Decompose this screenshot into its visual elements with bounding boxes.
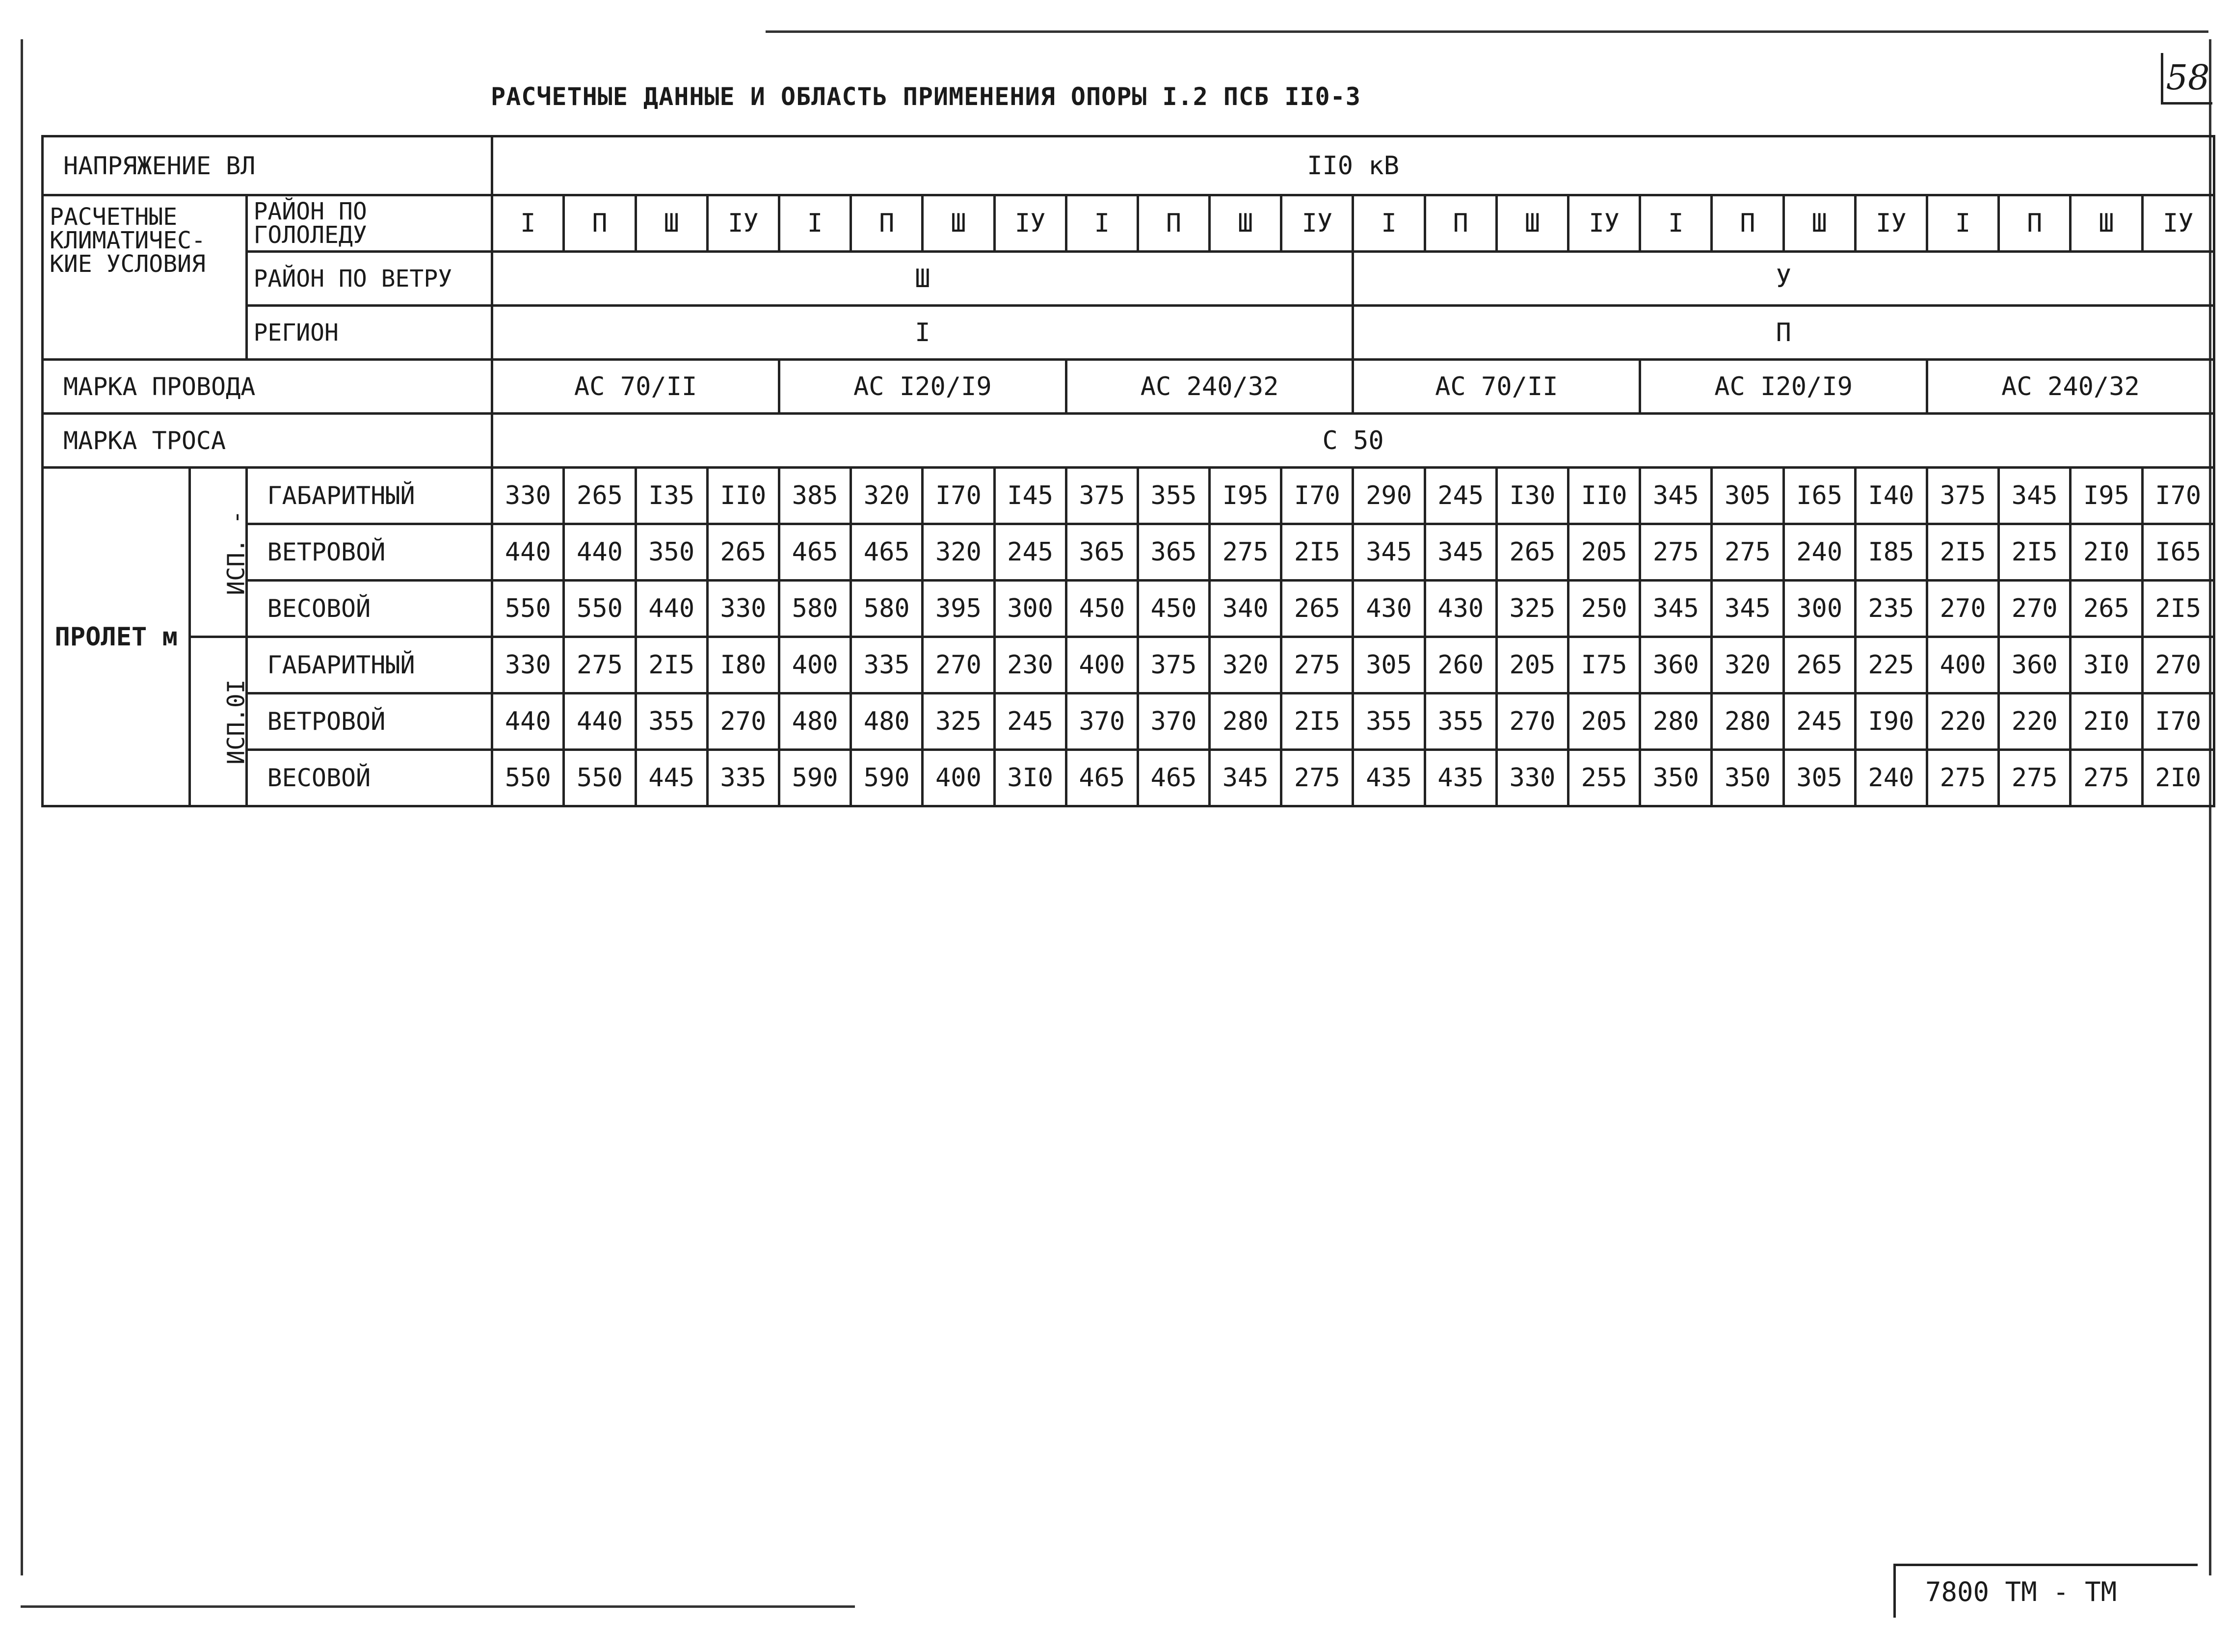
- span-cell: 550: [492, 581, 564, 637]
- ice-region-cell: I: [1927, 195, 1998, 252]
- span-cell: 270: [1496, 693, 1568, 750]
- span-cell: 440: [636, 581, 707, 637]
- span-cell: 320: [1210, 637, 1281, 693]
- span-cell: I70: [1281, 468, 1353, 524]
- span-cell: 275: [1999, 750, 2071, 806]
- version-1-label: ИСП. -: [190, 468, 246, 637]
- wind-region-value: У: [1353, 252, 2214, 306]
- ice-region-cell: Ш: [636, 195, 707, 252]
- span-cell: 305: [1353, 637, 1425, 693]
- span-cell: 350: [1712, 750, 1783, 806]
- span-cell: 440: [564, 524, 636, 581]
- span-cell: 350: [1640, 750, 1712, 806]
- ice-region-cell: Ш: [1210, 195, 1281, 252]
- span-cell: 550: [564, 750, 636, 806]
- span-cell: 325: [1496, 581, 1568, 637]
- span-cell: 345: [1210, 750, 1281, 806]
- span-cell: 2I5: [2142, 581, 2214, 637]
- span-cell: 265: [1783, 637, 1855, 693]
- wire-value: АС 70/II: [1353, 360, 1640, 414]
- ice-region-cell: I: [1640, 195, 1712, 252]
- span-cell: 375: [1066, 468, 1138, 524]
- span-cell: 220: [1927, 693, 1998, 750]
- drawing-stamp: 7800 ТМ - ТМ: [1893, 1564, 2198, 1618]
- span-cell: 440: [564, 693, 636, 750]
- span-cell: 465: [1138, 750, 1209, 806]
- wind-region-label: РАЙОН ПО ВЕТРУ: [246, 252, 492, 306]
- span-cell: 205: [1496, 637, 1568, 693]
- span-cell: 2I5: [1281, 693, 1353, 750]
- span-cell: I40: [1855, 468, 1927, 524]
- span-cell: 400: [1066, 637, 1138, 693]
- ice-region-cell: Ш: [1783, 195, 1855, 252]
- ice-region-cell: П: [851, 195, 923, 252]
- span-cell: 300: [1783, 581, 1855, 637]
- span-cell: I95: [2071, 468, 2142, 524]
- span-cell: 375: [1138, 637, 1209, 693]
- span-cell: 360: [1640, 637, 1712, 693]
- ice-region-cell: Ш: [1496, 195, 1568, 252]
- region-value: П: [1353, 306, 2214, 360]
- span-cell: 265: [1281, 581, 1353, 637]
- span-cell: II0: [1568, 468, 1640, 524]
- span-cell: 365: [1066, 524, 1138, 581]
- span-cell: 435: [1425, 750, 1496, 806]
- span-cell: 375: [1927, 468, 1998, 524]
- span-cell: 370: [1066, 693, 1138, 750]
- version-2-label: ИСП.0I: [190, 637, 246, 806]
- span-cell: I70: [2142, 468, 2214, 524]
- ice-region-cell: П: [1138, 195, 1209, 252]
- span-cell: 270: [1999, 581, 2071, 637]
- span-cell: 2I5: [1281, 524, 1353, 581]
- span-cell: 2I5: [1999, 524, 2071, 581]
- span-cell: 270: [707, 693, 779, 750]
- span-cell: 2I5: [1927, 524, 1998, 581]
- span-cell: 345: [1640, 468, 1712, 524]
- region-row: [43, 306, 2214, 360]
- span-cell: 275: [1281, 750, 1353, 806]
- span-cell: 400: [779, 637, 850, 693]
- span-cell: 550: [564, 581, 636, 637]
- voltage-value: II0 кВ: [492, 136, 2214, 195]
- span-cell: 3I0: [994, 750, 1066, 806]
- wind-region-row: [43, 252, 2214, 306]
- span-cell: 465: [1066, 750, 1138, 806]
- span-cell: 320: [1712, 637, 1783, 693]
- ice-region-cell: Ш: [2071, 195, 2142, 252]
- ice-region-cell: IУ: [1281, 195, 1353, 252]
- ice-region-cell: IУ: [2142, 195, 2214, 252]
- span-row-v2-weight: [43, 750, 2214, 806]
- ice-region-cell: IУ: [1855, 195, 1927, 252]
- span-cell: 275: [1281, 637, 1353, 693]
- span-cell: 245: [994, 524, 1066, 581]
- span-cell: 280: [1712, 693, 1783, 750]
- span-cell: I90: [1855, 693, 1927, 750]
- span-cell: 355: [1138, 468, 1209, 524]
- wire-row: [43, 360, 2214, 414]
- page-number: 58: [2161, 53, 2212, 105]
- span-cell: 365: [1138, 524, 1209, 581]
- span-cell: 230: [994, 637, 1066, 693]
- span-cell: I70: [2142, 693, 2214, 750]
- span-cell: 360: [1999, 637, 2071, 693]
- document-title: РАСЧЕТНЫЕ ДАННЫЕ И ОБЛАСТЬ ПРИМЕНЕНИЯ ОПОРЫ I.2 ПСБ II0-3: [491, 82, 1361, 111]
- span-cell: 465: [779, 524, 850, 581]
- span-cell: 400: [1927, 637, 1998, 693]
- span-cell: 430: [1425, 581, 1496, 637]
- span-cell: 330: [492, 468, 564, 524]
- ice-region-cell: IУ: [1568, 195, 1640, 252]
- region-label: РЕГИОН: [246, 306, 492, 360]
- span-cell: 550: [492, 750, 564, 806]
- span-cell: 2I0: [2142, 750, 2214, 806]
- span-cell: 275: [2071, 750, 2142, 806]
- span-cell: 270: [2142, 637, 2214, 693]
- span-cell: 590: [779, 750, 850, 806]
- span-cell: 320: [923, 524, 994, 581]
- row-label-weight: ВЕСОВОЙ: [246, 750, 492, 806]
- span-cell: 205: [1568, 693, 1640, 750]
- span-cell: 350: [636, 524, 707, 581]
- row-label-wind: ВЕТРОВОЙ: [246, 524, 492, 581]
- span-cell: 355: [1425, 693, 1496, 750]
- span-cell: 325: [923, 693, 994, 750]
- span-cell: I70: [923, 468, 994, 524]
- span-cell: 345: [1712, 581, 1783, 637]
- span-cell: 220: [1999, 693, 2071, 750]
- ice-region-cell: П: [564, 195, 636, 252]
- span-cell: 400: [923, 750, 994, 806]
- span-cell: 275: [1640, 524, 1712, 581]
- span-cell: 430: [1353, 581, 1425, 637]
- cable-label: МАРКА ТРОСА: [43, 414, 492, 468]
- span-cell: 3I0: [2071, 637, 2142, 693]
- span-cell: 435: [1353, 750, 1425, 806]
- ice-region-cell: Ш: [923, 195, 994, 252]
- span-cell: 330: [492, 637, 564, 693]
- span-cell: 235: [1855, 581, 1927, 637]
- wind-region-value: Ш: [492, 252, 1353, 306]
- span-cell: 270: [1927, 581, 1998, 637]
- span-cell: 275: [1210, 524, 1281, 581]
- ice-region-cell: П: [1712, 195, 1783, 252]
- wire-value: АС I20/I9: [1640, 360, 1927, 414]
- span-row-v2-gabarit: [43, 637, 2214, 693]
- ice-region-cell: I: [492, 195, 564, 252]
- ice-region-cell: I: [1353, 195, 1425, 252]
- span-cell: 450: [1138, 581, 1209, 637]
- span-cell: 2I0: [2071, 524, 2142, 581]
- span-cell: 440: [492, 693, 564, 750]
- span-cell: 260: [1425, 637, 1496, 693]
- span-cell: I75: [1568, 637, 1640, 693]
- span-cell: 225: [1855, 637, 1927, 693]
- span-cell: 450: [1066, 581, 1138, 637]
- span-cell: 480: [851, 693, 923, 750]
- span-cell: 280: [1210, 693, 1281, 750]
- span-cell: 445: [636, 750, 707, 806]
- span-row-v1-wind: [43, 524, 2214, 581]
- wire-value: АС 240/32: [1927, 360, 2214, 414]
- span-cell: 330: [1496, 750, 1568, 806]
- voltage-label: НАПРЯЖЕНИЕ ВЛ: [43, 136, 492, 195]
- row-label-weight: ВЕСОВОЙ: [246, 581, 492, 637]
- span-cell: 345: [1640, 581, 1712, 637]
- span-row-v1-gabarit: [43, 468, 2214, 524]
- span-cell: 355: [636, 693, 707, 750]
- span-cell: 305: [1712, 468, 1783, 524]
- ice-region-cell: П: [1425, 195, 1496, 252]
- wire-label: МАРКА ПРОВОДА: [43, 360, 492, 414]
- span-cell: 2I5: [636, 637, 707, 693]
- span-label: ПРОЛЕТ м: [43, 468, 190, 806]
- wire-value: АС I20/I9: [779, 360, 1066, 414]
- span-cell: 340: [1210, 581, 1281, 637]
- span-cell: 275: [1927, 750, 1998, 806]
- span-cell: I45: [994, 468, 1066, 524]
- climate-conditions-label: РАСЧЕТНЫЕ КЛИМАТИЧЕС-КИЕ УСЛОВИЯ: [43, 195, 247, 360]
- span-cell: 370: [1138, 693, 1209, 750]
- span-cell: 265: [564, 468, 636, 524]
- span-row-v2-wind: [43, 693, 2214, 750]
- span-cell: I65: [1783, 468, 1855, 524]
- region-value: I: [492, 306, 1353, 360]
- span-cell: 245: [1783, 693, 1855, 750]
- span-cell: 345: [1353, 524, 1425, 581]
- frame-top-line: [766, 30, 2208, 33]
- span-cell: 355: [1353, 693, 1425, 750]
- frame-left-line: [21, 39, 23, 1575]
- span-cell: I85: [1855, 524, 1927, 581]
- ice-region-row: [43, 195, 2214, 252]
- span-cell: 265: [1496, 524, 1568, 581]
- voltage-row: [43, 136, 2214, 195]
- span-cell: 580: [779, 581, 850, 637]
- wire-value: АС 70/II: [492, 360, 779, 414]
- span-cell: 255: [1568, 750, 1640, 806]
- span-cell: 320: [851, 468, 923, 524]
- span-cell: 205: [1568, 524, 1640, 581]
- ice-region-cell: IУ: [707, 195, 779, 252]
- wire-value: АС 240/32: [1066, 360, 1353, 414]
- span-cell: 290: [1353, 468, 1425, 524]
- span-cell: 2I0: [2071, 693, 2142, 750]
- frame-bottom-line: [21, 1605, 855, 1608]
- span-cell: 270: [923, 637, 994, 693]
- ice-region-cell: I: [1066, 195, 1138, 252]
- span-cell: 275: [1712, 524, 1783, 581]
- span-cell: 305: [1783, 750, 1855, 806]
- span-cell: 345: [1425, 524, 1496, 581]
- span-cell: I80: [707, 637, 779, 693]
- ice-region-cell: П: [1999, 195, 2071, 252]
- span-cell: 265: [2071, 581, 2142, 637]
- span-cell: 385: [779, 468, 850, 524]
- row-label-wind: ВЕТРОВОЙ: [246, 693, 492, 750]
- span-cell: 280: [1640, 693, 1712, 750]
- ice-region-cell: IУ: [994, 195, 1066, 252]
- span-cell: 580: [851, 581, 923, 637]
- span-cell: I30: [1496, 468, 1568, 524]
- span-row-v1-weight: [43, 581, 2214, 637]
- span-cell: 275: [564, 637, 636, 693]
- ice-region-label: РАЙОН ПО ГОЛОЛЕДУ: [246, 195, 492, 252]
- span-cell: I95: [1210, 468, 1281, 524]
- span-cell: 335: [851, 637, 923, 693]
- span-cell: 395: [923, 581, 994, 637]
- span-cell: I65: [2142, 524, 2214, 581]
- span-cell: 265: [707, 524, 779, 581]
- span-cell: 300: [994, 581, 1066, 637]
- span-cell: 480: [779, 693, 850, 750]
- span-cell: 330: [707, 581, 779, 637]
- span-cell: I35: [636, 468, 707, 524]
- span-cell: 250: [1568, 581, 1640, 637]
- span-cell: 245: [994, 693, 1066, 750]
- row-label-gabarit: ГАБАРИТНЫЙ: [246, 468, 492, 524]
- cable-row: [43, 414, 2214, 468]
- ice-region-cell: I: [779, 195, 850, 252]
- row-label-gabarit: ГАБАРИТНЫЙ: [246, 637, 492, 693]
- span-cell: 345: [1999, 468, 2071, 524]
- span-cell: 240: [1783, 524, 1855, 581]
- span-cell: 335: [707, 750, 779, 806]
- span-cell: II0: [707, 468, 779, 524]
- span-cell: 465: [851, 524, 923, 581]
- span-cell: 440: [492, 524, 564, 581]
- span-cell: 240: [1855, 750, 1927, 806]
- span-cell: 245: [1425, 468, 1496, 524]
- span-cell: 590: [851, 750, 923, 806]
- cable-value: С 50: [492, 414, 2214, 468]
- design-data-table: [41, 135, 2215, 807]
